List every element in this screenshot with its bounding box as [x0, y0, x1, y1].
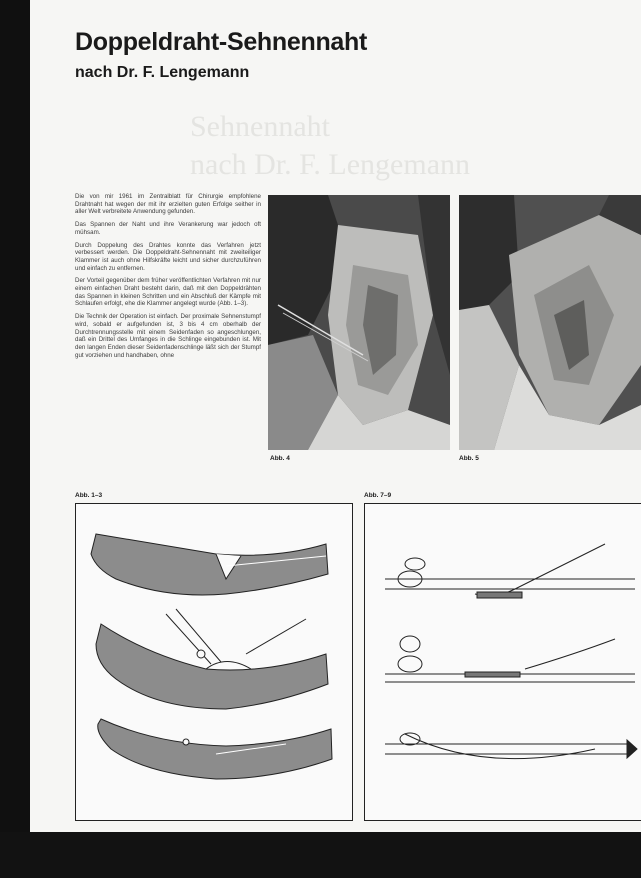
article-body: [75, 193, 261, 364]
photo-4-caption: Abb. 4: [270, 455, 290, 462]
body-paragraph-4: Der Vorteil gegenüber dem früher veröffentlichten Verfahren mit nur einem einfachen Draht besteht darin, daß mit den Doppeldrähten das Spannen in kleinen Schritten und ein Abschluß der Kämpfe mit Schlaufen erfolgt, ehe die Klammer angelegt wurde (Abb. 1–3).: [75, 277, 261, 308]
body-paragraph-1: Die von mir 1961 im Zentralblatt für Chirurgie empfohlene Drahtnaht hat wegen der mit ihr erzielten guten Erfolge seither in aller Welt verbreitete Anwendung gefunden.: [75, 193, 261, 216]
tendon-stage-3: [98, 719, 332, 779]
suture-stage-9: [385, 733, 637, 759]
body-paragraph-3: Durch Doppelung des Drahtes konnte das Verfahren jetzt verbessert werden. Die Doppeldraht-Sehnennaht mit zweiteiliger Klammer ist auch ohne Hilfskräfte leicht und sicher durchzuführen und einfach zu entfernen.: [75, 241, 261, 272]
photo-5-caption: Abb. 5: [459, 455, 479, 462]
tendon-stage-2: [96, 609, 328, 709]
body-paragraph-2: Das Spannen der Naht und ihre Verankerung war jedoch oft mühsam.: [75, 221, 261, 236]
article-title: Doppeldraht-Sehnennaht: [75, 28, 368, 56]
scan-left-edge: [0, 0, 30, 878]
surgical-photo-4: [268, 195, 450, 450]
body-paragraph-5: Die Technik der Operation ist einfach. Der proximale Sehnenstumpf wird, sobald er aufgefunden ist, 3 bis 4 cm oberhalb der Durchtrennungsstelle mit einem Seidenfaden so angeschlungen, daß ein Drittel des Umfanges in die Schlinge eingebunden ist. Mit den langen Enden dieser Seidenfadenschlinge läßt sich der Stumpf gut vorziehen und handhaben, ohne: [75, 313, 261, 359]
diagram-7-9-caption: Abb. 7–9: [364, 492, 392, 499]
suture-stage-8: [385, 636, 635, 682]
bleed-through-line-2: nach Dr. F. Lengemann: [190, 148, 471, 181]
diagram-abb-1-3: [75, 503, 353, 821]
suture-stage-7: [385, 544, 635, 598]
bleed-through-text: [190, 108, 470, 184]
article-subtitle: nach Dr. F. Lengemann: [75, 64, 250, 81]
surgical-photo-5: [459, 195, 641, 450]
tendon-stage-1: [91, 534, 328, 595]
bleed-through-line-1: Sehnennaht: [190, 110, 330, 143]
diagram-abb-7-9: [364, 503, 641, 821]
scan-bottom-edge: [0, 832, 641, 878]
diagram-1-3-caption: Abb. 1–3: [75, 492, 103, 499]
